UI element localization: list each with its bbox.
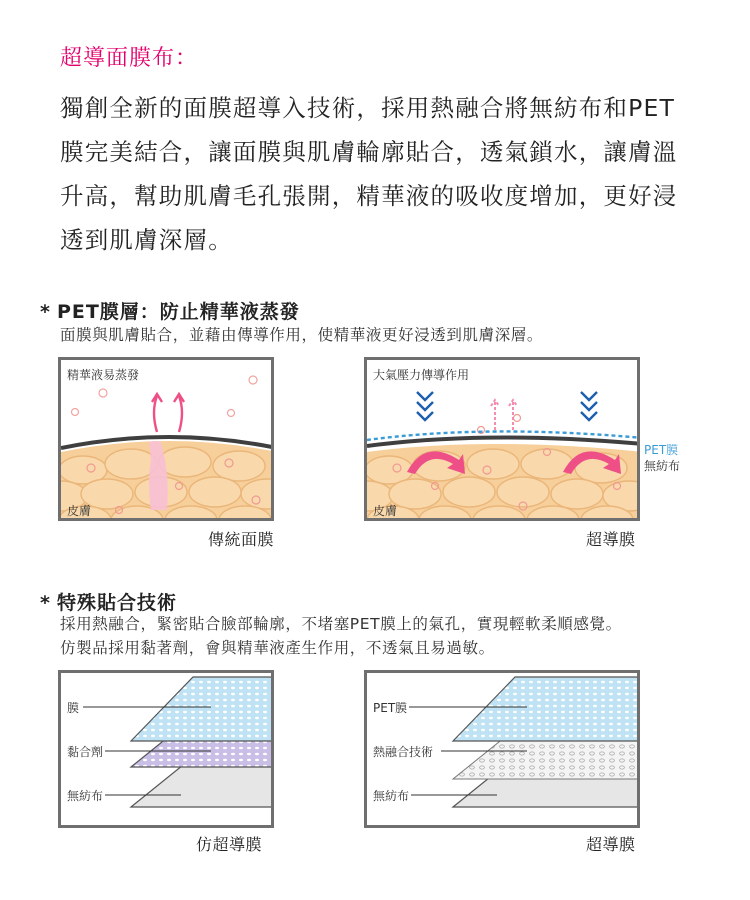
layer-adhesive-label: 黏合劑 xyxy=(67,745,104,759)
superconductive-mask-illustration xyxy=(367,360,640,521)
pink-up-arrow-icon xyxy=(152,394,184,432)
layer-pet-label: PET膜 xyxy=(373,701,408,715)
intro-line: 膜完美結合，讓面膜與肌膚輪廓貼合，透氣鎖水，讓膚溫 xyxy=(60,138,678,166)
traditional-mask-illustration xyxy=(61,360,274,521)
heading: 超導面膜布： xyxy=(60,46,199,71)
section2-title-text: 特殊貼合技術 xyxy=(56,592,177,614)
imitation-layers-diagram xyxy=(58,670,274,828)
superconductive-mask-caption: 超導膜 xyxy=(586,530,636,549)
pet-film-label: PET膜 xyxy=(644,443,679,457)
imitation-mask-caption: 仿超導膜 xyxy=(196,835,263,854)
section1-title-text: PET膜層：防止精華液蒸發 xyxy=(56,301,300,323)
layer-film-label: 膜 xyxy=(67,701,80,715)
section2-desc xyxy=(60,612,622,660)
section2-title xyxy=(40,588,177,615)
blue-double-chevron-icon xyxy=(417,392,597,420)
layer-heat-fusion-label: 熱融合技術 xyxy=(373,745,434,759)
layer-nonwoven-label: 無紡布 xyxy=(373,789,410,803)
intro-line: 升高，幫助肌膚毛孔張開，精華液的吸收度增加，更好浸 xyxy=(60,182,678,210)
skin-label: 皮膚 xyxy=(373,504,398,518)
pressure-label: 大氣壓力傳導作用 xyxy=(373,368,470,382)
nonwoven-label: 無紡布 xyxy=(644,459,681,473)
section1-title xyxy=(40,297,300,324)
section1-desc: 面膜與肌膚貼合，並藉由傳導作用，使精華液更好浸透到肌膚深層。 xyxy=(60,326,544,344)
layer-nonwoven-label: 無紡布 xyxy=(67,789,104,803)
traditional-mask-caption: 傳統面膜 xyxy=(208,530,275,549)
section2-desc-line: 採用熱融合，緊密貼合臉部輪廓，不堵塞PET膜上的氣孔，實現輕軟柔順感覺。 xyxy=(60,615,622,633)
traditional-mask-diagram xyxy=(58,357,274,521)
evaporation-label: 精華液易蒸發 xyxy=(67,368,140,382)
skin-label: 皮膚 xyxy=(67,504,92,518)
superconductive-layers-caption: 超導膜 xyxy=(586,835,636,854)
superconductive-mask-diagram xyxy=(364,357,640,521)
section2-desc-line: 仿製品採用黏著劑，會與精華液產生作用，不透氣且易過敏。 xyxy=(60,639,495,657)
superconductive-layers-diagram xyxy=(364,670,640,828)
intro-line: 獨創全新的面膜超導入技術，採用熱融合將無紡布和PET xyxy=(60,94,676,122)
intro-paragraph xyxy=(60,86,710,262)
intro-line: 透到肌膚深層。 xyxy=(60,226,233,254)
asterisk-icon: * xyxy=(40,301,51,323)
asterisk-icon: * xyxy=(40,592,51,614)
